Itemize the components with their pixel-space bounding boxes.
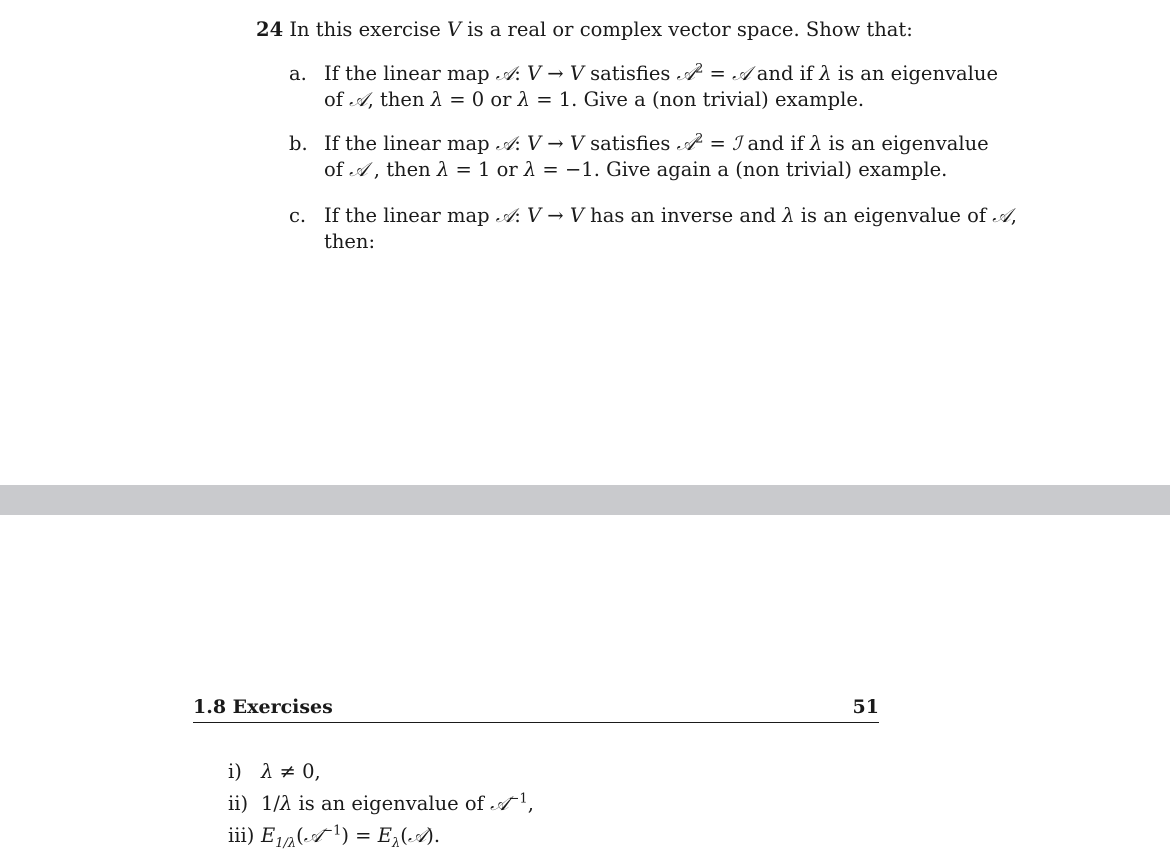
item-c-line-1: If the linear map 𝒜: V → V has an inverse and λ is an eigenvalue of 𝒜, [324,204,1017,227]
item-a-line-1: If the linear map 𝒜: V → V satisfies 𝒜$^2$ = 𝒜 and if λ is an eigenvalue [324,61,998,85]
subitem-i: λ ≠ 0, [261,760,321,783]
item-b-line-2: of 𝒜 , then λ = 1 or λ = −1. Give again a (non trivial) example. [324,158,948,181]
section-title: 1.8 Exercises [193,696,333,718]
subitem-marker-ii: ii) [228,792,249,815]
item-marker-b: b. [289,132,308,155]
page-separator [0,485,1170,515]
exercise-intro: 24 In this exercise V is a real or complex vector space. Show that: [256,18,913,41]
item-marker-a: a. [289,62,307,85]
page-number: 51 [852,696,879,718]
subitem-ii: 1/λ is an eigenvalue of 𝒜$^{-1}$, [261,791,534,815]
subitem-marker-i: i) [228,760,242,783]
exercise-number: 24 [256,18,284,41]
item-a-line-2: of 𝒜, then λ = 0 or λ = 1. Give a (non trivial) example. [324,88,865,111]
subitem-iii: $E_{1/\lambda}(𝒜^{-1})$ = $E_\lambda(𝒜)$. [261,823,441,851]
item-b-line-1: If the linear map 𝒜: V → V satisfies 𝒜$^2$ = ℐ and if λ is an eigenvalue [324,131,989,155]
page-bottom [0,515,1170,853]
item-marker-c: c. [289,204,307,227]
item-c-line-2: then: [324,230,376,253]
running-head [193,696,879,723]
subitem-marker-iii: iii) [228,824,255,847]
